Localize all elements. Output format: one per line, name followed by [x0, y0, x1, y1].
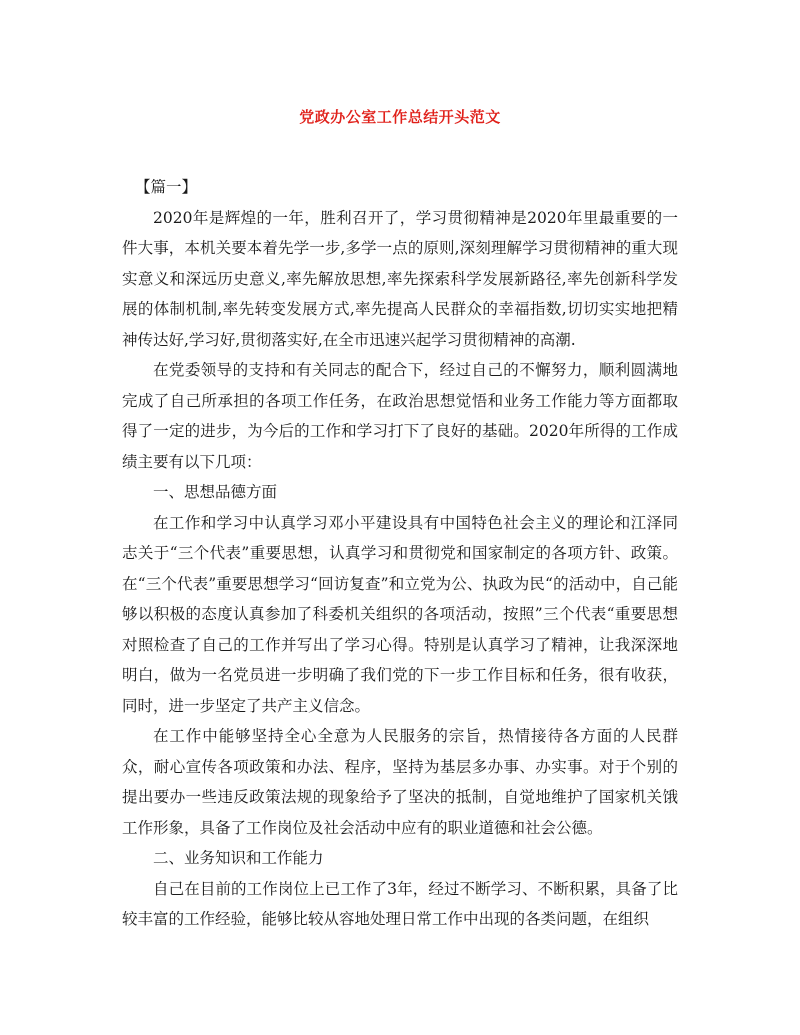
- document-body: [122, 172, 678, 935]
- document-title: 党政办公室工作总结开头范文: [299, 108, 501, 126]
- paragraph-ideology-study: 在工作和学习中认真学习邓小平建设具有中国特色社会主义的理论和江泽同志关于“三个代表”重要思想，认真学习和贯彻党和国家制定的各项方针、政策。在“三个代表”重要思想学习“回访复查”和立党为公、执政为民“的活动中，自己能够以积极的态度认真参加了科委机关组织的各项活动，按照”三个代表“重要思想对照检查了自己的工作并写出了学习心得。特别是认真学习了精神，让我深深地明白，做为一名党员进一步明确了我们党的下一步工作目标和任务，很有收获，同时，进一步坚定了共产主义信念。: [122, 513, 678, 715]
- paragraph-summary: 在党委领导的支持和有关同志的配合下，经过自己的不懈努力，顺利圆满地完成了自己所承担的各项工作任务，在政治思想觉悟和业务工作能力等方面都取得了一定的进步，为今后的工作和学习打下了良好的基础。2020年所得的工作成绩主要有以下几项：: [122, 361, 678, 471]
- paragraph-skills: 自己在目前的工作岗位上已工作了3年，经过不断学习、不断积累，具备了比较丰富的工作经验，能够比较从容地处理日常工作中出现的各类问题，在组织: [122, 879, 678, 928]
- paragraph-intro: 2020年是辉煌的一年，胜利召开了，学习贯彻精神是2020年里最重要的一件大事，本机关要本着先学一步,多学一点的原则,深刻理解学习贯彻精神的重大现实意义和深远历史意义,率先解放思想,率先探索科学发展新路径,率先创新科学发展的体制机制,率先转变发展方式,率先提高人民群众的幸福指数,切切实实地把精神传达好,学习好,贯彻落实好,在全市迅速兴起学习贯彻精神的高潮.: [122, 208, 678, 349]
- heading-ideology: 一、思想品德方面: [153, 483, 278, 501]
- paragraph-ideology-service: 在工作中能够坚持全心全意为人民服务的宗旨，热情接待各方面的人民群众，耐心宣传各项政策和办法、程序，坚持为基层多办事、办实事。对于个别的提出要办一些违反政策法规的现象给予了坚决的抵制，自觉地维护了国家机关饿工作形象，具备了工作岗位及社会活动中应有的职业道德和社会公德。: [122, 727, 678, 837]
- heading-skills: 二、业务知识和工作能力: [153, 849, 324, 867]
- section-label: 【篇一】: [135, 178, 198, 196]
